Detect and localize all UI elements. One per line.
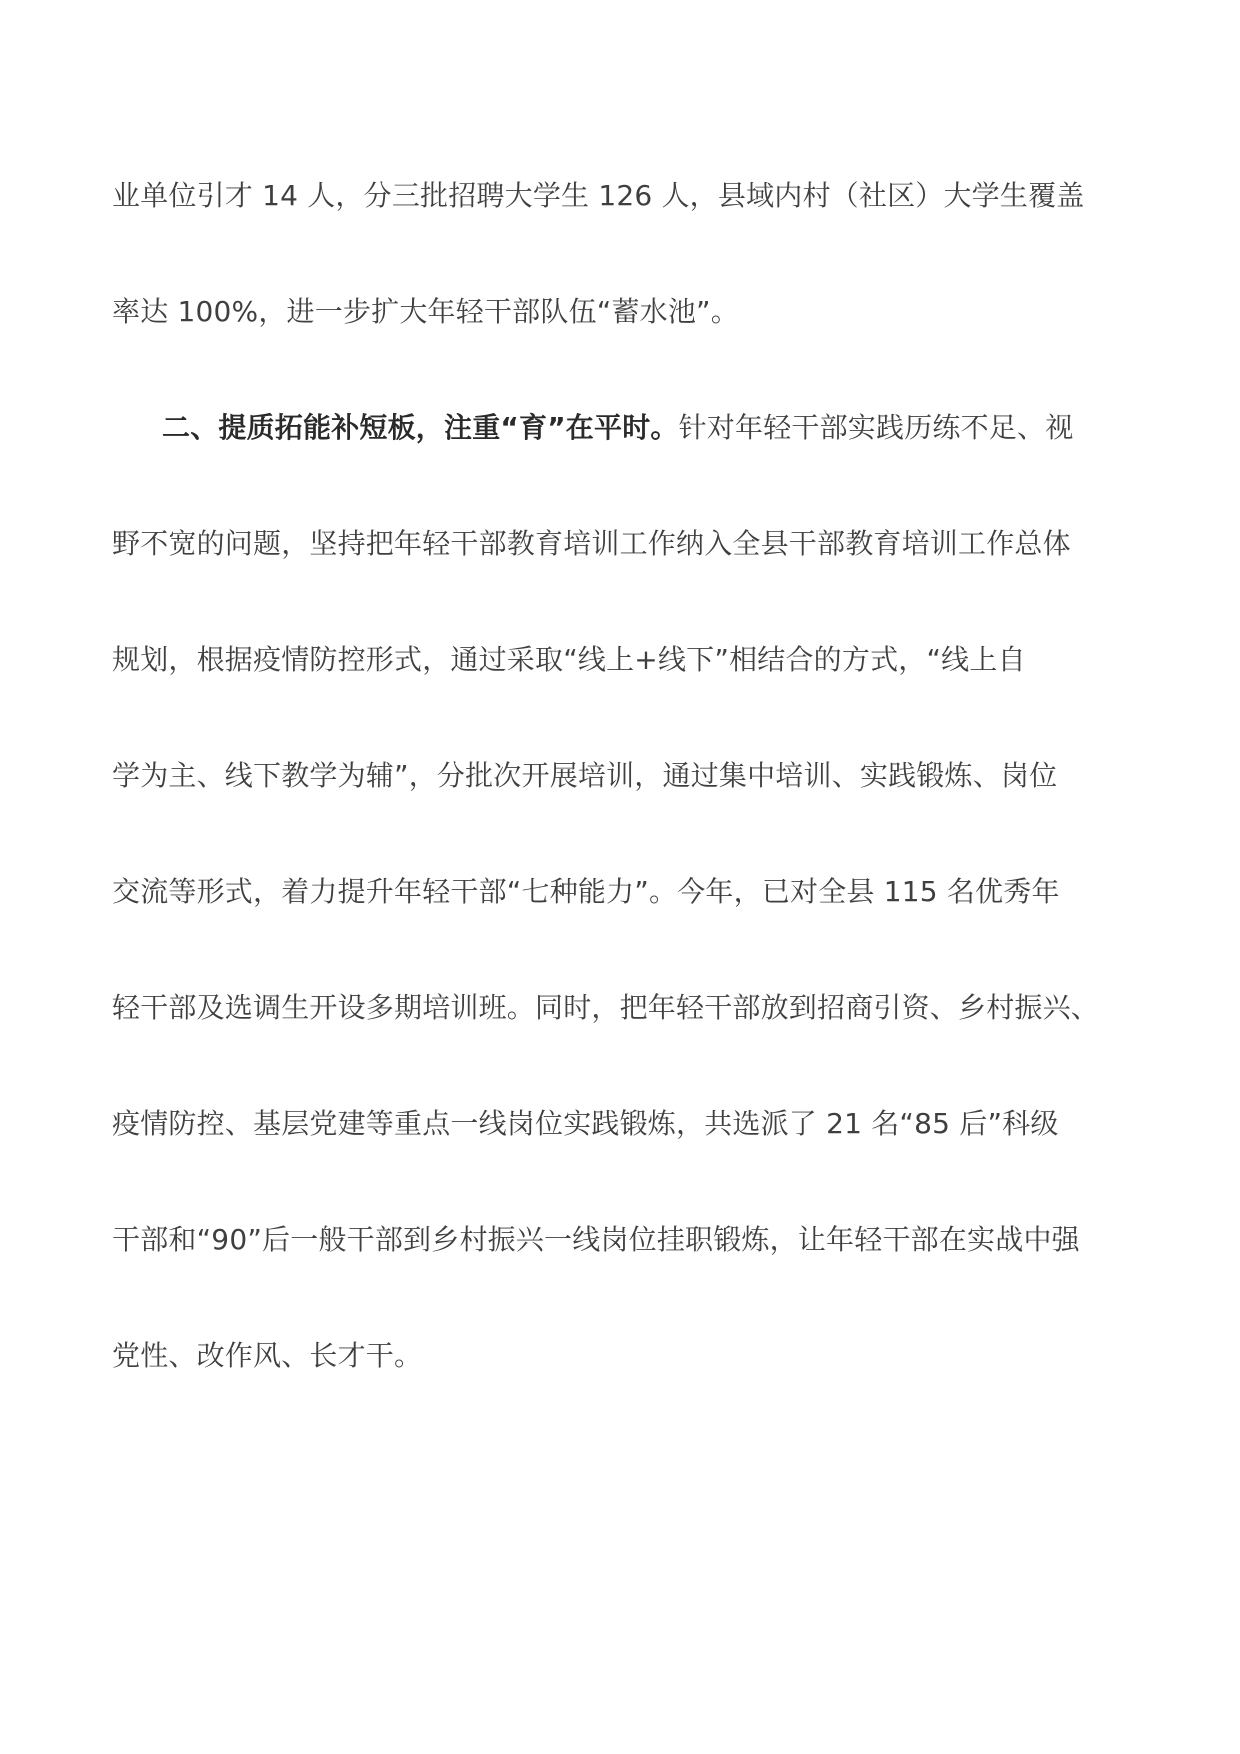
section-2-lead-text: 针对年轻干部实践历练不足、视 <box>678 411 1074 444</box>
text-line: 率达 100%，进一步扩大年轻干部队伍“蓄水池”。 <box>112 295 739 328</box>
text-line: 党性、改作风、长才干。 <box>112 1339 423 1372</box>
text-line: 轻干部及选调生开设多期培训班。同时，把年轻干部放到招商引资、乡村振兴、 <box>112 991 1100 1024</box>
text-line: 学为主、线下教学为辅”，分批次开展培训，通过集中培训、实践锻炼、岗位 <box>112 759 1058 792</box>
section-2-heading: 二、提质拓能补短板，注重“育”在平时。 <box>162 411 679 444</box>
text-line: 交流等形式，着力提升年轻干部“七种能力”。今年，已对全县 115 名优秀年 <box>112 875 1060 908</box>
section-2-paragraph-start <box>162 408 1202 448</box>
text-line: 规划，根据疫情防控形式，通过采取“线上+线下”相结合的方式，“线上自 <box>112 643 1026 676</box>
text-line: 干部和“90”后一般干部到乡村振兴一线岗位挂职锻炼，让年轻干部在实战中强 <box>112 1223 1080 1256</box>
text-line: 野不宽的问题，坚持把年轻干部教育培训工作纳入全县干部教育培训工作总体 <box>112 527 1071 560</box>
text-line: 疫情防控、基层党建等重点一线岗位实践锻炼，共选派了 21 名“85 后”科级 <box>112 1107 1059 1140</box>
text-line: 业单位引才 14 人，分三批招聘大学生 126 人，县域内村（社区）大学生覆盖 <box>112 179 1085 212</box>
